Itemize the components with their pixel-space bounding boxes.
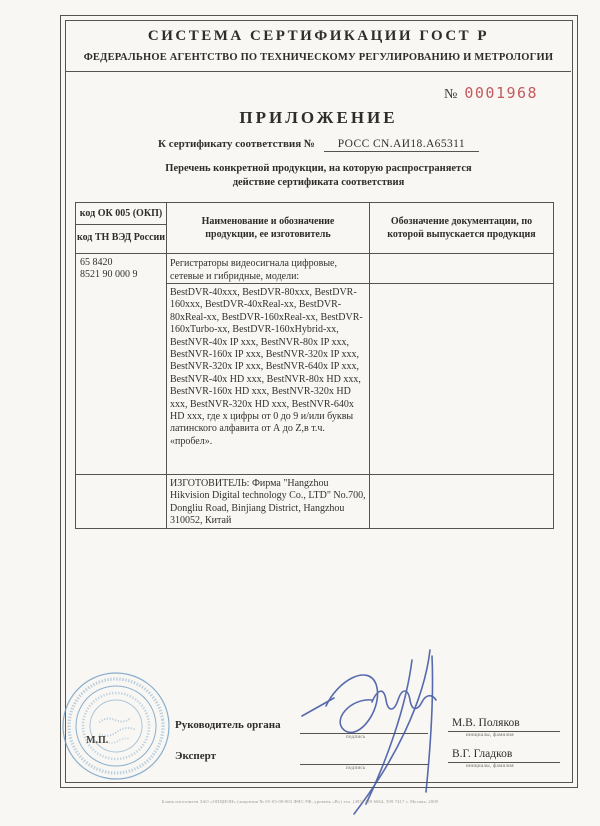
form-number-value: 0001968 <box>464 84 539 102</box>
table-col2-divider <box>369 203 370 528</box>
agency-subtitle: ФЕДЕРАЛЬНОЕ АГЕНТСТВО ПО ТЕХНИЧЕСКОМУ РЕГУЛИРОВАНИЮ И МЕТРОЛОГИИ <box>83 52 554 63</box>
table-header-bottom <box>76 253 553 254</box>
signature-scribble-icon <box>280 640 450 820</box>
head-name: М.В. Поляков <box>452 717 520 729</box>
head-signature-caption: подпись <box>346 735 366 740</box>
certificate-label: К сертификату соответствия № <box>157 138 315 150</box>
cell-models-list: BestDVR-40xxx, BestDVR-80xxx, BestDVR-160xxx, BestDVR-40xReal-xx, BestDVR-80xReal-xx, BestDVR-160xReal-xx, BestDVR-160xTurbo-xx, BestDVR-160xHybrid-xx, BestNVR-40x IP xxx, BestNVR-80x IP xxx, BestNVR-160x IP xxx, BestNVR-320x IP xxx, BestNVR-320x IP xxx, BestNVR-640x IP xxx, BestNVR-40x HD xxx, BestNVR-80x HD xxx, BestNVR-160x HD xxx, BestNVR-320x HD xxx, BestNVR-320x HD xxx, BestNVR-640x HD xxx, где x цифры от 0 до 9 и/или буквы латинского алфавита от А до Z,в т.ч. «пробел». <box>170 287 363 447</box>
table-col1-split <box>76 224 166 225</box>
head-role-label: Руководитель органа <box>175 719 281 731</box>
cell-product-intro: Регистраторы видеосигнала цифровые, сетевые и гибридные, модели: <box>170 258 337 282</box>
expert-signature-caption: подпись <box>346 766 366 771</box>
cell-code-tnved: 8521 90 000 9 <box>80 269 138 280</box>
appendix-title: ПРИЛОЖЕНИЕ <box>239 108 398 127</box>
header-tnved-code: код ТН ВЭД России <box>76 232 166 243</box>
header-okp-code: код ОК 005 (ОКП) <box>79 208 163 219</box>
expert-role-label: Эксперт <box>175 750 217 762</box>
description-line-2: действие сертификата соответствия <box>232 177 405 188</box>
table-row-separator-manufacturer <box>76 474 553 475</box>
description-line-1: Перечень конкретной продукции, на которую распространяется <box>165 163 472 174</box>
form-number <box>444 84 538 103</box>
expert-name-caption: инициалы, фамилия <box>466 764 514 769</box>
cell-manufacturer: ИЗГОТОВИТЕЛЬ: Фирма "Hangzhou Hikvision Digital technology Co., LTD" No.700, Dongliu Road, Binjiang District, Hangzhou 310052, Китай <box>170 478 366 527</box>
header-product-name: Наименование и обозначение продукции, ее изготовитель <box>201 216 335 240</box>
header-separator <box>66 71 571 72</box>
head-name-caption: инициалы, фамилия <box>466 733 514 738</box>
form-printer-fine-print: Бланк изготовлен ЗАО «ОПЦИОН» (лицензия № 05-05-09/003 ФНС РФ, уровень «В») тел. (495) 449 6064, 509 7417 г. Москва, 2009 <box>161 799 439 804</box>
certification-system-title: СИСТЕМА СЕРТИФИКАЦИИ ГОСТ Р <box>147 28 490 44</box>
seal-place-label: М.П. <box>86 735 109 746</box>
header-documentation: Обозначение документации, по которой выпускается продукция <box>387 216 536 240</box>
products-table <box>75 202 554 529</box>
certificate-reference <box>66 138 571 152</box>
number-sign: № <box>444 87 458 102</box>
expert-name: В.Г. Гладков <box>452 748 513 760</box>
table-row-separator-models <box>166 283 553 284</box>
cell-code-okp: 65 8420 <box>80 257 113 268</box>
certificate-number: РОСС CN.АИ18.А65311 <box>324 138 479 152</box>
expert-name-line <box>448 762 560 763</box>
round-stamp-seal-icon <box>53 663 179 789</box>
head-name-line <box>448 731 560 732</box>
table-col1-divider <box>166 203 167 528</box>
